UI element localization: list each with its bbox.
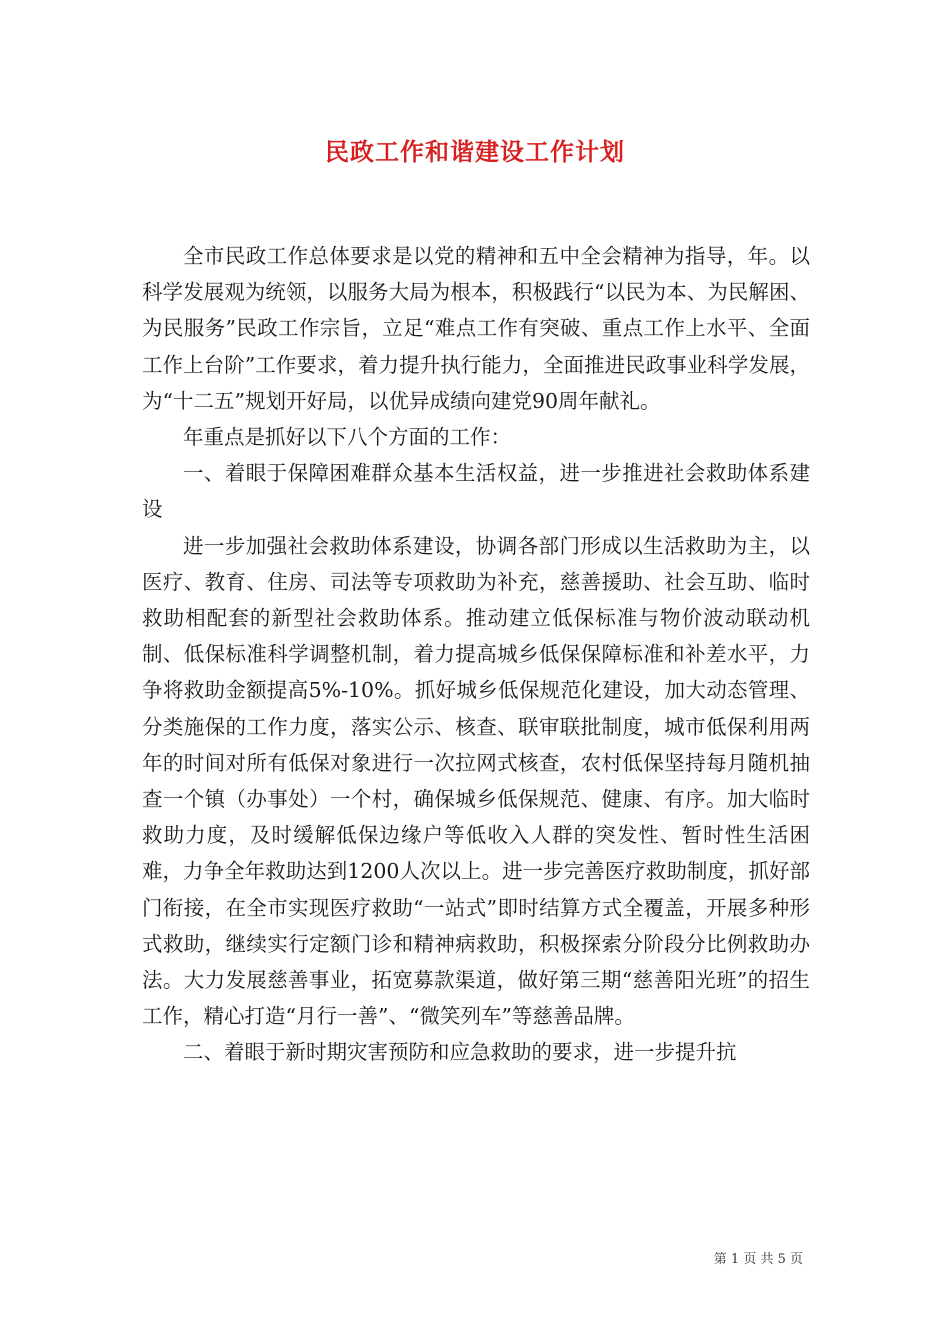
paragraph: 年重点是抓好以下八个方面的工作： bbox=[183, 425, 511, 450]
paragraph: 一、着眼于保障困难群众基本生活权益，进一步推进社会救助体系建设 bbox=[142, 461, 810, 522]
paragraph: 全市民政工作总体要求是以党的精神和五中全会精神为指导，年。以科学发展观为统领，以服务大局为根本，积极践行“以民为本、为民解困、为民服务”民政工作宗旨，立足“难点工作有突破、重点工作上水平、全面工作上台阶”工作要求，着力提升执行能力，全面推进民政事业科学发展，为“十二五”规划开好局，以优异成绩向建党90周年献礼。 bbox=[142, 244, 810, 413]
page-title: 民政工作和谐建设工作计划 bbox=[325, 137, 625, 166]
page-number-footer: 第 1 页 共 5 页 bbox=[713, 1252, 803, 1267]
paragraph: 二、着眼于新时期灾害预防和应急救助的要求，进一步提升抗 bbox=[183, 1040, 737, 1065]
document-body bbox=[142, 238, 810, 1071]
paragraph: 进一步加强社会救助体系建设，协调各部门形成以生活救助为主，以医疗、教育、住房、司法等专项救助为补充，慈善援助、社会互助、临时救助相配套的新型社会救助体系。推动建立低保标准与物价波动联动机制、低保标准科学调整机制，着力提高城乡低保保障标准和补差水平，力争将救助金额提高5%-10%。抓好城乡低保规范化建设，加大动态管理、分类施保的工作力度，落实公示、核查、联审联批制度，城市低保利用两年的时间对所有低保对象进行一次拉网式核查，农村低保坚持每月随机抽查一个镇（办事处）一个村，确保城乡低保规范、健康、有序。加大临时救助力度，及时缓解低保边缘户等低收入人群的突发性、暂时性生活困难，力争全年救助达到1200人次以上。进一步完善医疗救助制度，抓好部门衔接，在全市实现医疗救助“一站式”即时结算方式全覆盖，开展多种形式救助，继续实行定额门诊和精神病救助，积极探索分阶段分比例救助办法。大力发展慈善事业，拓宽募款渠道，做好第三期“慈善阳光班”的招生工作，精心打造“月行一善”、“微笑列车”等慈善品牌。 bbox=[142, 533, 810, 1029]
